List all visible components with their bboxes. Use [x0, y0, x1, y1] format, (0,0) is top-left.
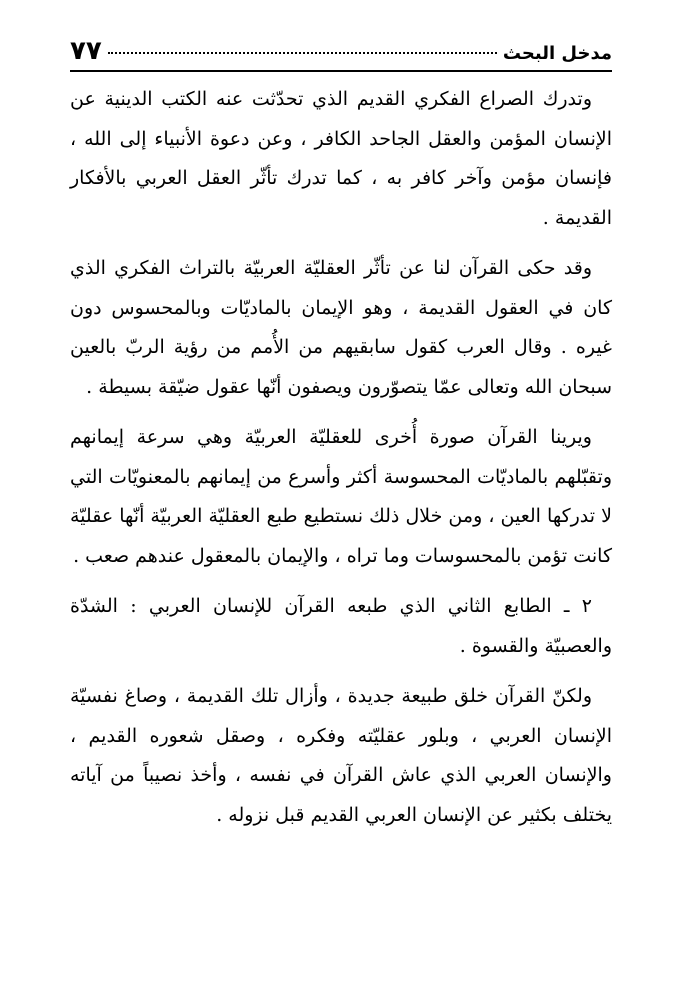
- paragraph: ويرينا القرآن صورة أُخرى للعقليّة العربيّة وهي سرعة إيمانهم وتقبّلهم بالماديّات المحسوسة أكثر وأسرع من إيمانهم بالمعنويّات التي لا تدركها العين ، ومن خلال ذلك نستطيع طبع العقليّة العربيّة أنّها عقليّة كانت تؤمن بالمحسوسات وما تراه ، والإيمان بالمعقول عندهم صعب .: [70, 426, 612, 567]
- paragraph: وقد حكى القرآن لنا عن تأثّر العقليّة العربيّة بالتراث الفكري الذي كان في العقول القديمة ، وهو الإيمان بالماديّات وبالمحسوس دون غيره . وقال العرب كقول سابقيهم من الأُمم من رؤية الربّ بالعين سبحان الله وتعالى عمّا يتصوّرون ويصفون أنّها عقول ضيّقة بسيطة .: [70, 257, 612, 398]
- dotted-leader: [108, 52, 497, 54]
- body-text: [70, 80, 612, 846]
- paragraph: وتدرك الصراع الفكري القديم الذي تحدّثت عنه الكتب الدينية عن الإنسان المؤمن والعقل الجاحد الكافر ، وعن دعوة الأنبياء إلى الله ، فإنسان مؤمن وآخر كافر به ، كما تدرك تأثّر العقل العربي بالأفكار القديمة .: [70, 88, 612, 229]
- running-title: مدخل البحث: [502, 43, 612, 64]
- paragraph: ولكنّ القرآن خلق طبيعة جديدة ، وأزال تلك القديمة ، وصاغ نفسيّة الإنسان العربي ، وبلور عقليّته وفكره ، وصقل شعوره القديم ، والإنسان العربي الذي عاش القرآن في نفسه ، وأخذ نصيباً من آياته يختلف بكثير عن الإنسان العربي القديم قبل نزوله .: [70, 685, 612, 826]
- page-header: [70, 30, 612, 72]
- page-number: ٧٧: [70, 36, 102, 66]
- numbered-paragraph: ٢ ـ الطابع الثاني الذي طبعه القرآن للإنسان العربي : الشدّة والعصبيّة والقسوة .: [70, 595, 612, 657]
